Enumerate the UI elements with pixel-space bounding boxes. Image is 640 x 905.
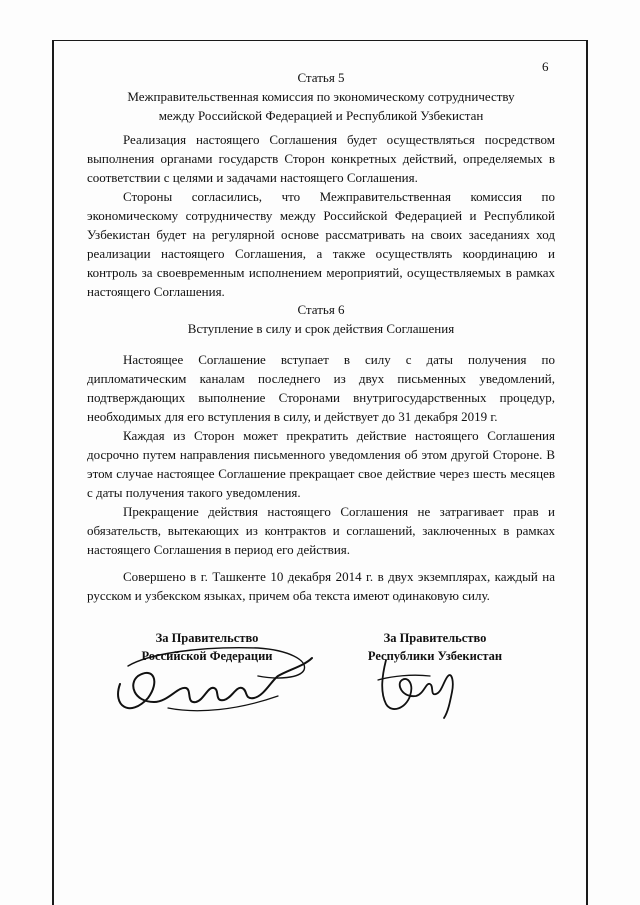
article5-subtitle-line1: Межправительственная комиссия по экономическому сотрудничеству xyxy=(127,89,515,104)
signature-russia-line2: Российской Федерации xyxy=(141,649,273,663)
article6-body xyxy=(87,350,555,605)
article6-paragraph-3: Прекращение действия настоящего Соглашения не затрагивает прав и обязательств, вытекающих из контрактов и соглашений, заключенных в рамках настоящего Соглашения в период его действия. xyxy=(87,504,555,557)
scan-border-top xyxy=(52,40,588,41)
article5-paragraph-1: Реализация настоящего Соглашения будет осуществляться посредством выполнения органами государств Сторон конкретных действий, определяемых в соответствии с целями и задачами настоящего Соглашения. xyxy=(87,132,555,185)
article5-subtitle-line2: между Российской Федерацией и Республикой Узбекистан xyxy=(158,108,484,123)
article6-title: Статья 6 xyxy=(297,302,345,317)
scan-border-left xyxy=(52,40,54,905)
article6-paragraph-4: Совершено в г. Ташкенте 10 декабря 2014 г. в двух экземплярах, каждый на русском и узбекском языках, причем оба текста имеют одинаковую силу. xyxy=(87,569,555,603)
signature-russia-line1: За Правительство xyxy=(155,631,259,645)
handwritten-signature-uzbekistan xyxy=(372,652,462,722)
page-number: 6 xyxy=(542,59,549,74)
article5-heading xyxy=(87,68,555,125)
article6-subtitle: Вступление в силу и срок действия Соглашения xyxy=(187,321,455,336)
article6-heading xyxy=(87,300,555,338)
handwritten-signature-russia xyxy=(108,636,318,722)
scan-border-right xyxy=(586,40,588,905)
article6-paragraph-2: Каждая из Сторон может прекратить действие настоящего Соглашения досрочно путем направления письменного уведомления об этом другой Стороне. В этом случае настоящее Соглашение прекращает свое действие через шесть месяцев с даты получения такого уведомления. xyxy=(87,428,555,500)
article5-title: Статья 5 xyxy=(297,70,345,85)
article5-paragraph-2: Стороны согласились, что Межправительственная комиссия по экономическому сотрудничеству между Российской Федерацией и Республикой Узбекистан будет на регулярной основе рассматривать на своих заседаниях ход реализации настоящего Соглашения, а также осуществлять координацию и контроль за своевременным исполнением мероприятий, осуществляемых в рамках настоящего Соглашения. xyxy=(87,189,555,299)
signature-uzbekistan-line2: Республики Узбекистан xyxy=(367,649,503,663)
article5-body xyxy=(87,130,555,301)
signature-uzbekistan-line1: За Правительство xyxy=(383,631,487,645)
article6-paragraph-1: Настоящее Соглашение вступает в силу с даты получения по дипломатическим каналам последнего из двух письменных уведомлений, подтверждающих выполнение Сторонами внутригосударственных процедур, необходимых для его вступления в силу, и действует до 31 декабря 2019 г. xyxy=(87,352,555,424)
